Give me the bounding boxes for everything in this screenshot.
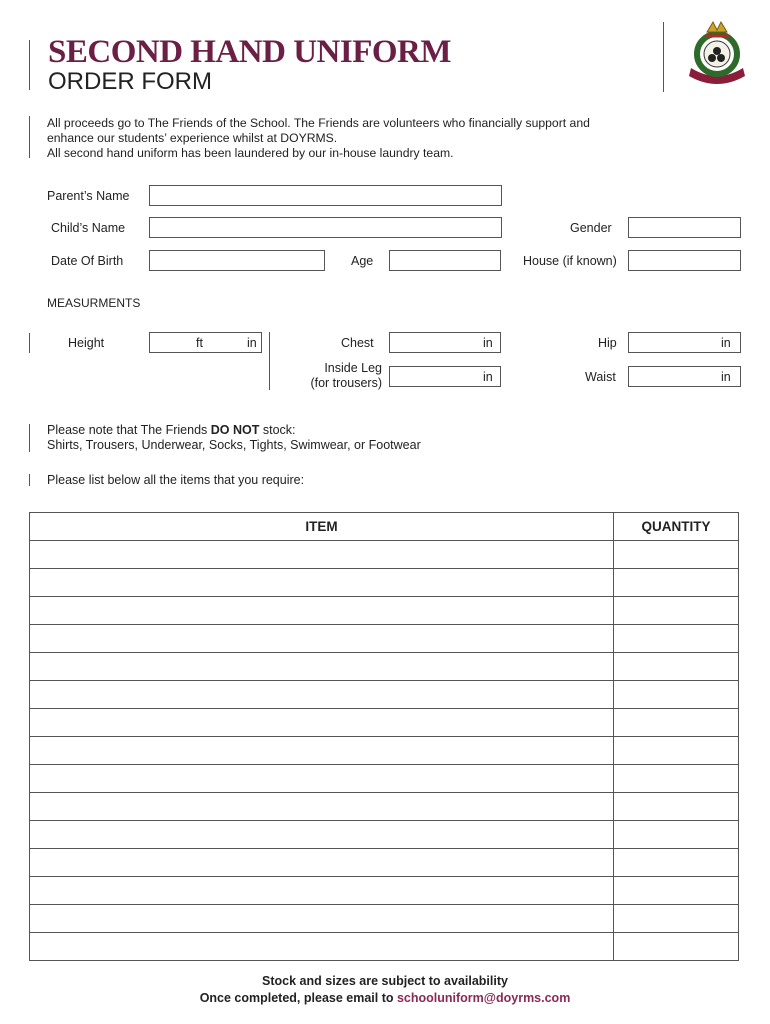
intro-line-1: All proceeds go to The Friends of the School. The Friends are volunteers who financially support and	[47, 116, 590, 130]
hip-in-unit: in	[721, 336, 731, 350]
table-row	[30, 597, 739, 625]
table-row	[30, 793, 739, 821]
item-cell[interactable]	[30, 681, 614, 709]
item-cell[interactable]	[30, 625, 614, 653]
intro-line-2: enhance our students’ experience whilst at DOYRMS.	[47, 131, 338, 145]
waist-label: Waist	[585, 370, 616, 384]
header-right-rule	[663, 22, 664, 92]
stock-note-prefix: Please note that The Friends	[47, 423, 211, 437]
table-row	[30, 765, 739, 793]
waist-in-unit: in	[721, 370, 731, 384]
quantity-cell[interactable]	[614, 877, 739, 905]
chest-in-unit: in	[483, 336, 493, 350]
stock-note-suffix: stock:	[259, 423, 296, 437]
intro-text	[47, 116, 707, 161]
footer-email-line	[0, 991, 770, 1005]
item-cell[interactable]	[30, 821, 614, 849]
header-left-rule	[29, 40, 30, 90]
quantity-cell[interactable]	[614, 793, 739, 821]
list-intro: Please list below all the items that you require:	[47, 473, 305, 487]
quantity-cell[interactable]	[614, 737, 739, 765]
childs-name-label: Child’s Name	[51, 221, 126, 235]
dob-label: Date Of Birth	[51, 254, 124, 268]
inside-leg-label-line-1: Inside Leg	[324, 361, 382, 375]
item-cell[interactable]	[30, 933, 614, 961]
quantity-cell[interactable]	[614, 681, 739, 709]
quantity-cell[interactable]	[614, 821, 739, 849]
table-row	[30, 849, 739, 877]
stock-note	[47, 423, 421, 453]
height-label: Height	[68, 336, 105, 350]
item-cell[interactable]	[30, 877, 614, 905]
item-column-header: ITEM	[30, 513, 614, 541]
table-row	[30, 653, 739, 681]
table-row	[30, 905, 739, 933]
footer-email-link[interactable]: schooluniform@doyrms.com	[396, 991, 571, 1005]
item-cell[interactable]	[30, 569, 614, 597]
parents-name-field[interactable]	[149, 185, 502, 206]
inside-leg-label	[296, 361, 382, 391]
house-field[interactable]	[628, 250, 741, 271]
items-table	[29, 512, 739, 961]
stock-note-items: Shirts, Trousers, Underwear, Socks, Tights, Swimwear, or Footwear	[47, 438, 421, 452]
quantity-cell[interactable]	[614, 569, 739, 597]
height-field[interactable]	[149, 332, 262, 353]
quantity-cell[interactable]	[614, 625, 739, 653]
table-row	[30, 821, 739, 849]
hip-label: Hip	[598, 336, 617, 350]
stock-note-emphasis: DO NOT	[210, 423, 260, 437]
item-cell[interactable]	[30, 709, 614, 737]
table-row	[30, 569, 739, 597]
intro-left-rule	[29, 116, 30, 158]
age-field[interactable]	[389, 250, 501, 271]
list-intro-left-rule	[29, 474, 30, 486]
table-row	[30, 625, 739, 653]
table-row	[30, 877, 739, 905]
intro-line-3: All second hand uniform has been laundered by our in-house laundry team.	[47, 146, 454, 160]
quantity-cell[interactable]	[614, 709, 739, 737]
dob-field[interactable]	[149, 250, 325, 271]
table-row	[30, 933, 739, 961]
house-label: House (if known)	[523, 254, 617, 268]
quantity-cell[interactable]	[614, 653, 739, 681]
childs-name-field[interactable]	[149, 217, 502, 238]
items-table-header-row	[30, 513, 739, 541]
measurements-left-rule	[29, 333, 30, 353]
quantity-cell[interactable]	[614, 765, 739, 793]
quantity-column-header: QUANTITY	[614, 513, 739, 541]
item-cell[interactable]	[30, 905, 614, 933]
footer-availability: Stock and sizes are subject to availability	[262, 974, 508, 988]
inside-leg-label-line-2: (for trousers)	[310, 376, 382, 390]
table-row	[30, 681, 739, 709]
measurements-heading: MEASURMENTS	[47, 296, 141, 310]
inside-leg-in-unit: in	[483, 370, 493, 384]
age-label: Age	[351, 254, 374, 268]
stock-note-line-1	[47, 423, 421, 438]
item-cell[interactable]	[30, 737, 614, 765]
school-crest-logo	[683, 18, 751, 90]
quantity-cell[interactable]	[614, 597, 739, 625]
table-row	[30, 709, 739, 737]
page-subtitle: ORDER FORM	[48, 68, 212, 95]
table-row	[30, 541, 739, 569]
table-row	[30, 737, 739, 765]
chest-label: Chest	[341, 336, 374, 350]
height-ft-unit: ft	[196, 336, 203, 350]
note-left-rule	[29, 424, 30, 452]
item-cell[interactable]	[30, 597, 614, 625]
quantity-cell[interactable]	[614, 849, 739, 877]
items-table-body	[30, 541, 739, 961]
quantity-cell[interactable]	[614, 541, 739, 569]
gender-label: Gender	[570, 221, 612, 235]
height-in-unit: in	[247, 336, 257, 350]
item-cell[interactable]	[30, 849, 614, 877]
measurements-mid-rule	[269, 332, 270, 390]
quantity-cell[interactable]	[614, 905, 739, 933]
parents-name-label: Parent’s Name	[47, 189, 130, 203]
footer-email-prefix: Once completed, please email to	[199, 991, 397, 1005]
quantity-cell[interactable]	[614, 933, 739, 961]
item-cell[interactable]	[30, 653, 614, 681]
item-cell[interactable]	[30, 541, 614, 569]
gender-field[interactable]	[628, 217, 741, 238]
item-cell[interactable]	[30, 765, 614, 793]
item-cell[interactable]	[30, 793, 614, 821]
page-title: SECOND HAND UNIFORM	[48, 34, 451, 70]
